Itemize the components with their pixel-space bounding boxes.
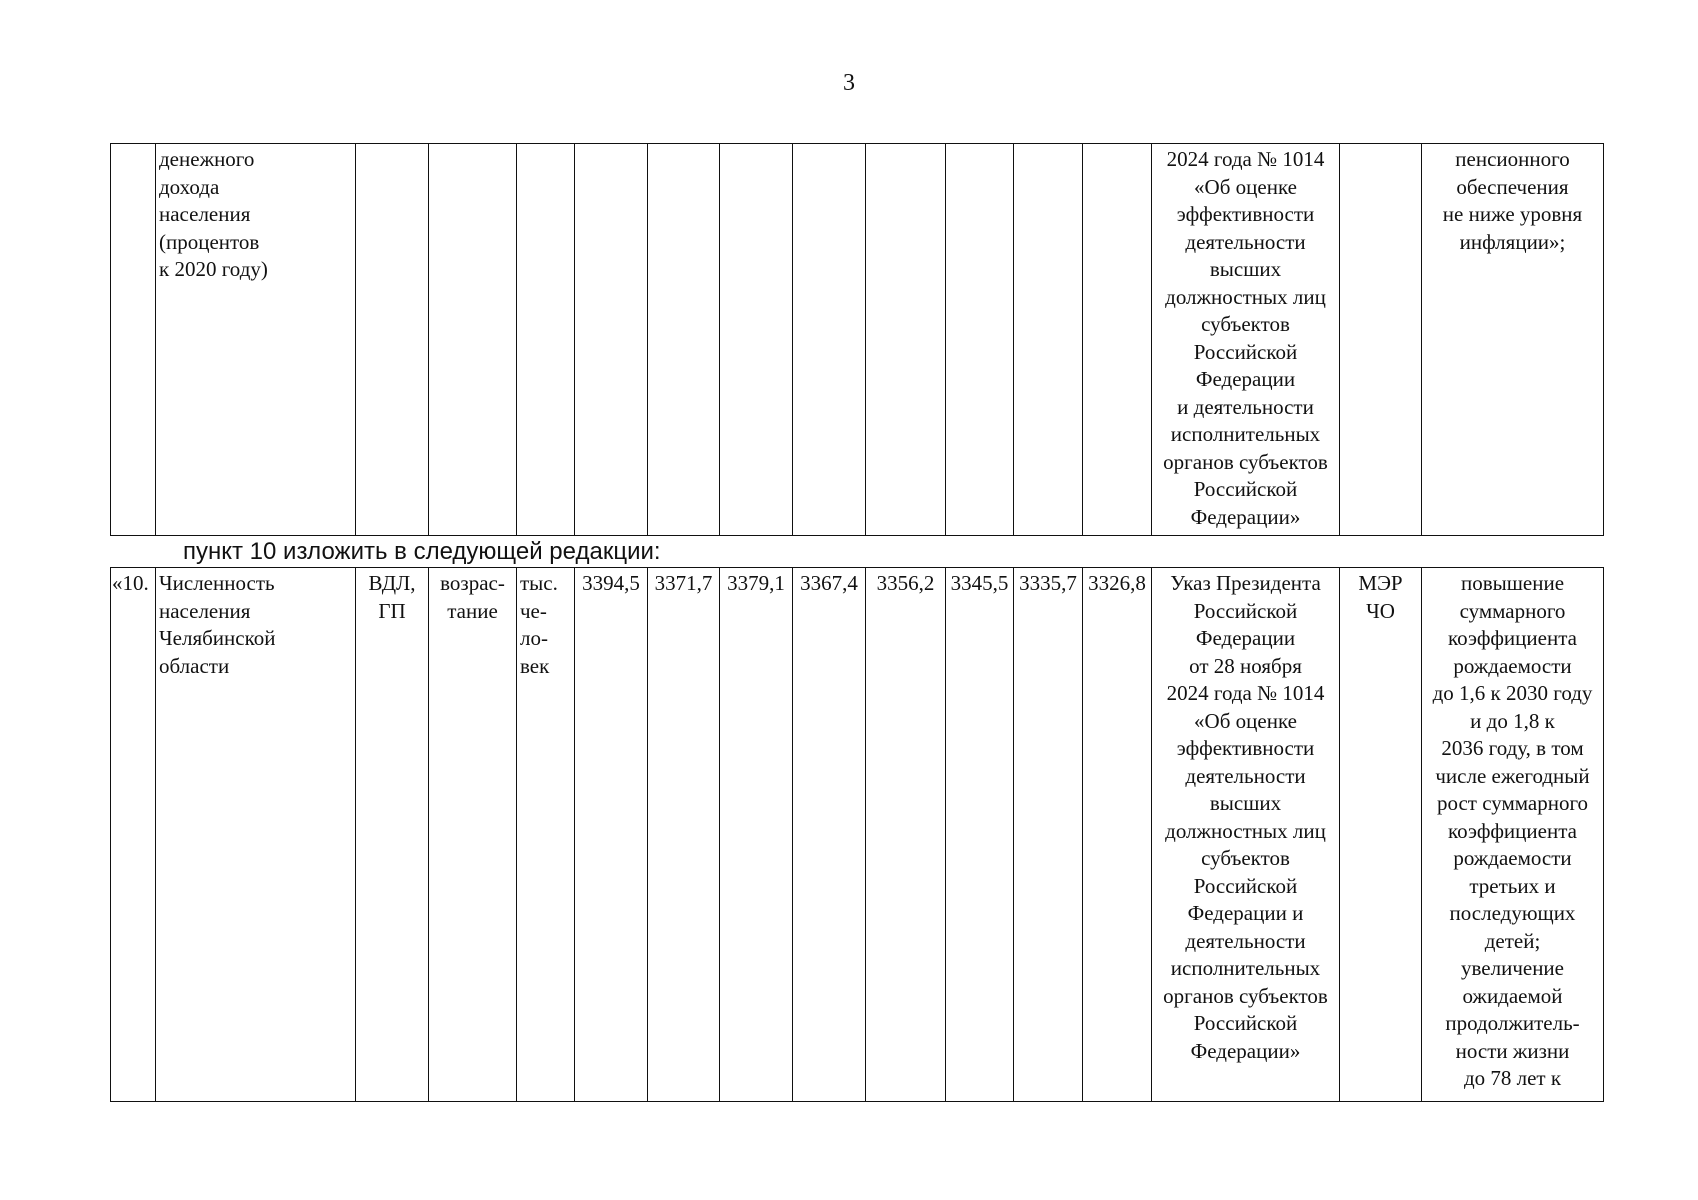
cell-empty xyxy=(1340,144,1422,536)
cell-value: 3335,7 xyxy=(1014,568,1083,1102)
cell-indicator-name: Численность населения Челябинской области xyxy=(156,568,356,1102)
cell-trend: возрас- тание xyxy=(429,568,517,1102)
table-row-10 xyxy=(110,567,1604,1102)
cell-value: 3367,4 xyxy=(793,568,866,1102)
cell-empty xyxy=(720,144,793,536)
cell-value: 3326,8 xyxy=(1083,568,1152,1102)
cell-empty xyxy=(1014,144,1083,536)
page-number: 3 xyxy=(843,70,855,96)
cell-note: пенсионного обеспечения не ниже уровня инфляции»; xyxy=(1422,144,1604,536)
cell-no xyxy=(111,144,156,536)
cell-note: повышение суммарного коэффициента рождаемости до 1,6 к 2030 году и до 1,8 к 2036 году, в том числе ежегодный рост суммарного коэффициента рождаемости третьих и последующих детей; увеличение ожидаемой продолжитель- ности жизни до 78 лет к xyxy=(1422,568,1604,1102)
cell-empty xyxy=(429,144,517,536)
cell-empty xyxy=(648,144,720,536)
cell-value: 3345,5 xyxy=(946,568,1014,1102)
cell-type: ВДЛ, ГП xyxy=(356,568,429,1102)
cell-basis: 2024 года № 1014 «Об оценке эффективности деятельности высших должностных лиц субъектов Российской Федерации и деятельности исполнительных органов субъектов Российской Федерации» xyxy=(1152,144,1340,536)
cell-value: 3379,1 xyxy=(720,568,793,1102)
cell-empty xyxy=(356,144,429,536)
cell-value: 3371,7 xyxy=(648,568,720,1102)
cell-unit: тыс. че- ло- век xyxy=(517,568,575,1102)
cell-no: «10. xyxy=(111,568,156,1102)
cell-value: 3394,5 xyxy=(575,568,648,1102)
cell-responsible: МЭР ЧО xyxy=(1340,568,1422,1102)
cell-value: 3356,2 xyxy=(866,568,946,1102)
instruction-text: пункт 10 изложить в следующей редакции: xyxy=(183,538,661,565)
cell-empty xyxy=(866,144,946,536)
cell-empty xyxy=(517,144,575,536)
cell-empty xyxy=(575,144,648,536)
cell-empty xyxy=(946,144,1014,536)
cell-basis: Указ Президента Российской Федерации от 28 ноября 2024 года № 1014 «Об оценке эффективности деятельности высших должностных лиц субъектов Российской Федерации и деятельности исполнительных органов субъектов Российской Федерации» xyxy=(1152,568,1340,1102)
cell-empty xyxy=(1083,144,1152,536)
table-continuation xyxy=(110,143,1604,536)
table-row xyxy=(111,144,1604,536)
table-row xyxy=(111,568,1604,1102)
cell-indicator-name: денежного дохода населения (процентов к 2020 году) xyxy=(156,144,356,536)
cell-empty xyxy=(793,144,866,536)
